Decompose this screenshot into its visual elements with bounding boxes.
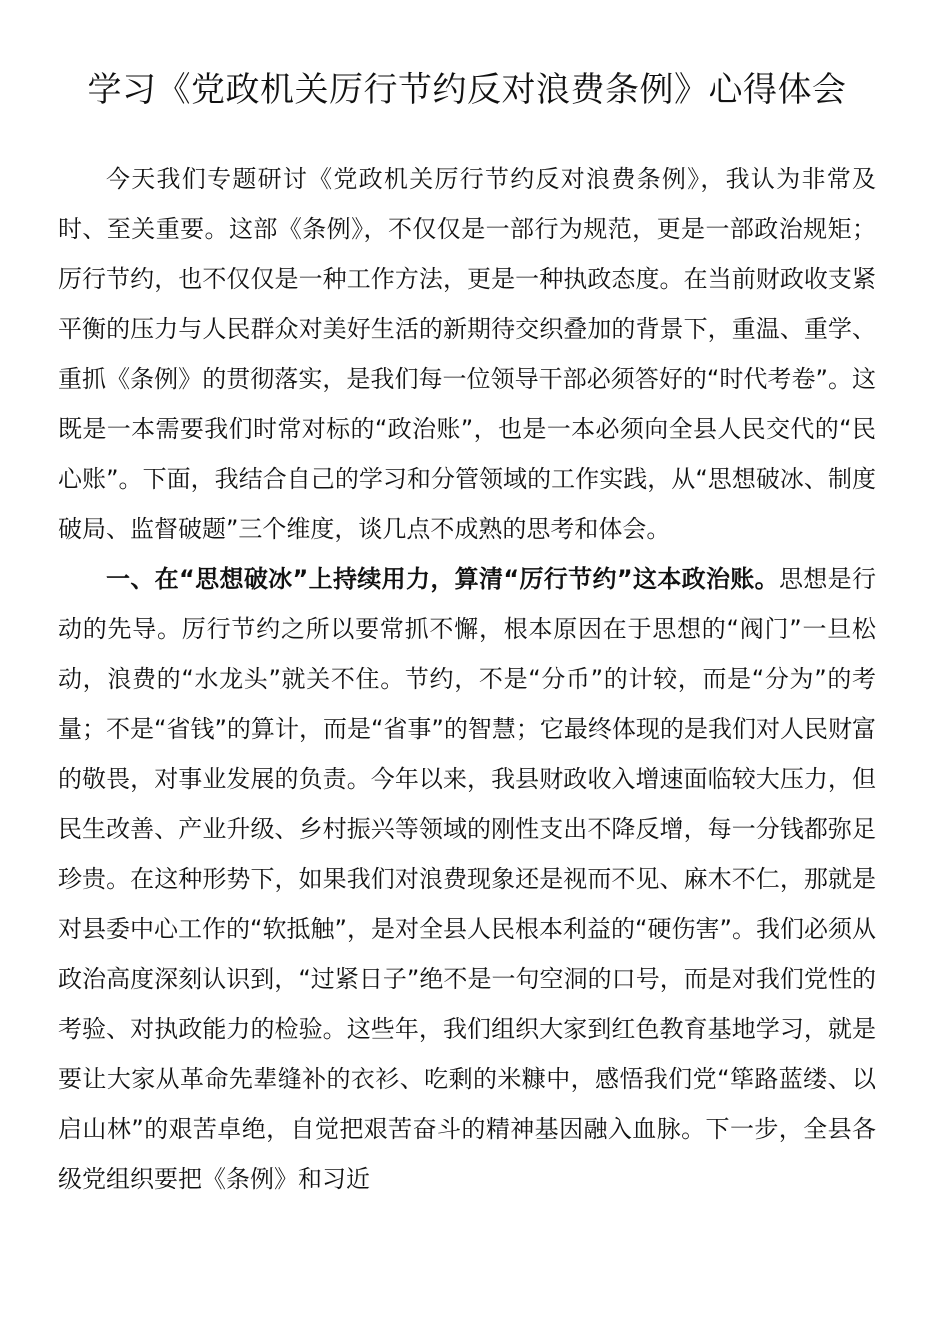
section-one-paragraph — [58, 554, 876, 1204]
intro-paragraph: 今天我们专题研讨《党政机关厉行节约反对浪费条例》，我认为非常及时、至关重要。这部《条例》，不仅仅是一部行为规范，更是一部政治规矩；厉行节约，也不仅仅是一种工作方法，更是一种执政态度。在当前财政收支紧平衡的压力与人民群众对美好生活的新期待交织叠加的背景下，重温、重学、重抓《条例》的贯彻落实，是我们每一位领导干部必须答好的“时代考卷”。这既是一本需要我们时常对标的“政治账”，也是一本必须向全县人民交代的“民心账”。下面，我结合自己的学习和分管领域的工作实践，从“思想破冰、制度破局、监督破题”三个维度，谈几点不成熟的思考和体会。 — [58, 165, 876, 543]
section-one-heading: 一、在“思想破冰”上持续用力，算清“厉行节约”这本政治账。 — [106, 565, 779, 593]
section-one-body: 思想是行动的先导。厉行节约之所以要常抓不懈，根本原因在于思想的“阀门”一旦松动，浪费的“水龙头”就关不住。节约，不是“分币”的计较，而是“分为”的考量；不是“省钱”的算计，而是“省事”的智慧；它最终体现的是我们对人民财富的敬畏，对事业发展的负责。今年以来，我县财政收入增速面临较大压力，但民生改善、产业升级、乡村振兴等领域的刚性支出不降反增，每一分钱都弥足珍贵。在这种形势下，如果我们对浪费现象还是视而不见、麻木不仁，那就是对县委中心工作的“软抵触”，是对全县人民根本利益的“硬伤害”。我们必须从政治高度深刻认识到，“过紧日子”绝不是一句空洞的口号，而是对我们党性的考验、对执政能力的检验。这些年，我们组织大家到红色教育基地学习，就是要让大家从革命先辈缝补的衣衫、吃剩的米糠中，感悟我们党“筚路蓝缕、以启山林”的艰苦卓绝，自觉把艰苦奋斗的精神基因融入血脉。下一步，全县各级党组织要把《条例》和习近 — [58, 565, 877, 1193]
document-title: 学习《党政机关厉行节约反对浪费条例》心得体会 — [87, 70, 847, 110]
